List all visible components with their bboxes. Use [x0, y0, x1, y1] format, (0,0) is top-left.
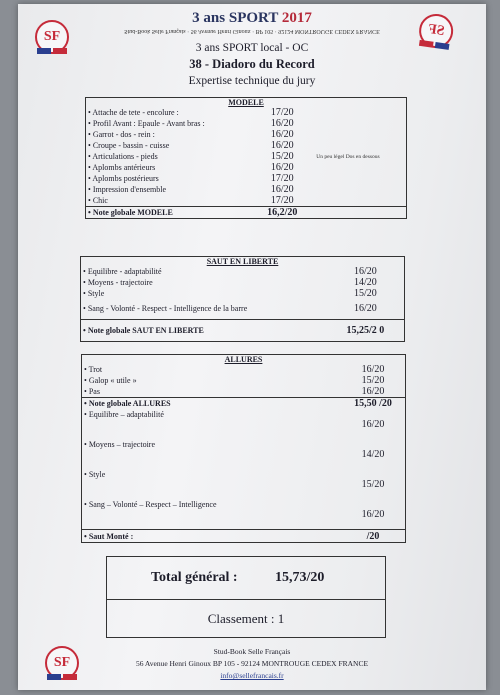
classement: Classement : 1 [207, 611, 285, 626]
modele-table: MODELE • Attache de tete - encolure : 17/20 • Profil Avant : Epaule - Avant bras : 16/20 • Garrot - dos - rein : 16/20 • Croupe - bassin - cuisse 16/20 • Articulations - pieds 15/20 Un peu légel Dos en dessous • Aplombs antérieurs 16/20 • Aplombs postérieurs 17/20 • Impression d'ensemble 16/20 • Chic 17/20 • Note globale MODELE 16,2/20 [85, 97, 407, 219]
table-row: • Galop « utile » [82, 375, 342, 386]
table-row: • Croupe - bassin - cuisse [86, 140, 251, 151]
jury-note: Un peu légel Dos en dessous [316, 153, 380, 160]
table-row: • Chic [86, 195, 251, 207]
total-label: Total général : [151, 570, 238, 585]
competition-label: 3 ans SPORT local - OC [195, 42, 309, 54]
modele-heading: MODELE [228, 98, 264, 107]
allures-total-value: 15,50 /20 [341, 398, 406, 410]
jury-label: Expertise technique du jury [188, 75, 316, 87]
allures-heading: ALLURES [224, 355, 263, 364]
table-row: • Sang – Volonté – Respect – Intelligence [82, 500, 342, 530]
saut-table: SAUT EN LIBERTE • Equilibre - adaptabilité 16/20 • Moyens - trajectoire 14/20 • Style 15/20 • Sang - Volonté - Respect - Intelligence de la barre 16/20 • Note globale SAUT EN LIBERTE 15,25/2 0 [80, 256, 405, 342]
footer-org: Stud-Book Selle Français [213, 647, 291, 656]
allures-total-label: • Note globale ALLURES [82, 398, 342, 410]
modele-total-label: • Note globale MODELE [86, 207, 251, 219]
monte-total-value: /20 [341, 530, 406, 543]
table-row: • Equilibre - adaptabilité [81, 266, 327, 277]
table-row: • Attache de tete - encolure : [86, 107, 251, 118]
total-value: 15,73/20 [275, 570, 325, 585]
saut-heading: SAUT EN LIBERTE [206, 257, 279, 266]
table-row: • Style [82, 470, 342, 500]
table-row: • Profil Avant : Epaule - Avant bras : [86, 118, 251, 129]
table-row: • Pas [82, 386, 342, 398]
table-row: • Aplombs postérieurs [86, 173, 251, 184]
table-row: • Trot [82, 364, 342, 375]
summary-box [106, 556, 386, 638]
allures-table: ALLURES • Trot 16/20 • Galop « utile » 15/20 • Pas 16/20 • Note globale ALLURES 15,50 /20 • Equilibre – adaptabilité 16/20 • Moyens – trajectoire 14/20 • Style 15/20 • Sang – Volonté – Respect – Intelligence 16/20 • Saut Monté : /20 [81, 354, 406, 543]
sf-logo-right: SF [413, 9, 458, 54]
table-row: • Garrot - dos - rein : [86, 129, 251, 140]
monte-total-label: • Saut Monté : [82, 530, 342, 543]
table-row: • Sang - Volonté - Respect - Intelligence de la barre [81, 299, 327, 319]
sf-logo-footer: SF [42, 644, 82, 684]
table-row: • Aplombs antérieurs [86, 162, 251, 173]
modele-total-value: 16,2/20 [250, 207, 314, 219]
table-row: • Articulations - pieds [86, 151, 251, 162]
footer-address: 56 Avenue Henri Ginoux BP 105 - 92124 MONTROUGE CEDEX FRANCE [135, 659, 369, 668]
saut-total-label: • Note globale SAUT EN LIBERTE [81, 319, 327, 341]
footer-email[interactable]: info@sellefrancais.fr [220, 671, 284, 680]
sf-logo-left: SF [32, 18, 72, 58]
table-row: • Style [81, 288, 327, 299]
mirrored-address: Stud-Book Selle Français · 56 Avenue Henri Ginoux · BP 105 · 92124 MONTROUGE CEDEX FRANCE [124, 28, 380, 34]
table-row: • Equilibre – adaptabilité [82, 410, 342, 440]
score-sheet [18, 4, 486, 690]
page-title: 3 ans SPORT 2017 [192, 10, 312, 26]
table-row: • Moyens - trajectoire [81, 277, 327, 288]
saut-total-value: 15,25/2 0 [327, 319, 405, 341]
table-row: • Impression d'ensemble [86, 184, 251, 195]
horse-name: 38 - Diadoro du Record [189, 57, 315, 71]
table-row: • Moyens – trajectoire [82, 440, 342, 470]
